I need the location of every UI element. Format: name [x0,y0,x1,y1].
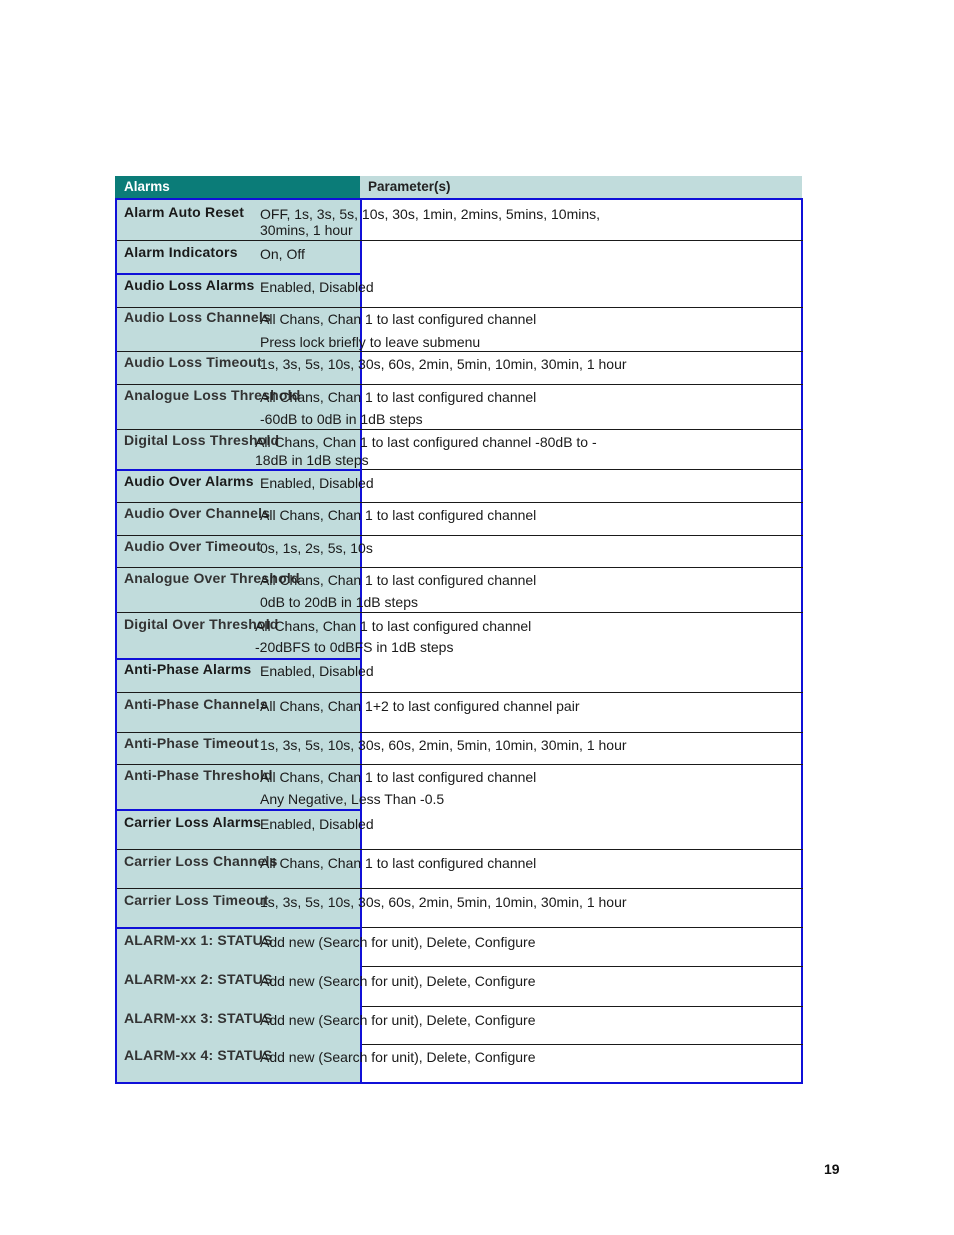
row-divider-left [117,429,362,430]
row-value: On, Off [260,246,305,262]
row-label: Audio Over Channels [124,505,271,521]
row-value: All Chans, Chan 1+2 to last configured channel pair [260,698,580,714]
header-alarms: Alarms [115,176,360,198]
row-divider-left [117,888,362,889]
table-body [115,198,803,1084]
row-divider-left [117,927,362,929]
row-label: Audio Over Timeout [124,538,262,554]
row-label: Anti-Phase Alarms [124,661,252,677]
row-divider-right [362,966,803,967]
row-divider-left [117,809,362,811]
row-divider-left [117,732,362,733]
row-label: ALARM-xx 4: STATUS [124,1047,273,1063]
row-value: Add new (Search for unit), Delete, Configure [260,1012,536,1028]
row-divider-right [362,849,803,850]
row-value: All Chans, Chan 1 to last configured channel [260,311,537,327]
row-divider-right [362,692,803,693]
row-label: Anti-Phase Threshold [124,767,273,783]
page-number: 19 [824,1161,840,1177]
row-value: All Chans, Chan 1 to last configured channel [260,572,537,588]
row-divider-left [117,764,362,765]
header-parameters: Parameter(s) [360,176,802,198]
row-label: Digital Loss Threshold [124,432,280,448]
row-divider-left [117,612,362,613]
row-value: 1s, 3s, 5s, 10s, 30s, 60s, 2min, 5min, 10min, 30min, 1 hour [260,737,627,753]
row-divider-right [362,888,803,889]
row-label: Analogue Over Threshold [124,570,300,586]
row-value: All Chans, Chan 1 to last configured channel -80dB to - [255,434,597,450]
row-value: All Chans, Chan 1 to last configured channel [255,618,532,634]
row-label: ALARM-xx 3: STATUS [124,1010,273,1026]
row-label: Audio Loss Alarms [124,277,255,293]
row-value: Add new (Search for unit), Delete, Configure [260,934,536,950]
row-divider-right [362,384,803,385]
row-divider-left [117,567,362,568]
row-label: ALARM-xx 1: STATUS [124,932,273,948]
row-divider-right [362,351,803,352]
row-value: Enabled, Disabled [260,663,374,679]
row-value: Enabled, Disabled [260,475,374,491]
row-value: All Chans, Chan 1 to last configured channel [260,507,537,523]
row-divider-left [117,384,362,385]
row-divider-right [362,469,803,470]
row-divider-left [117,351,362,352]
row-divider-right [362,502,803,503]
row-divider-right [362,1044,803,1045]
row-label: Audio Over Alarms [124,473,254,489]
row-value: 30mins, 1 hour [260,222,353,238]
row-divider-left [117,658,362,660]
row-value: 0s, 1s, 2s, 5s, 10s [260,540,373,556]
row-divider-left [117,535,362,536]
row-value: All Chans, Chan 1 to last configured channel [260,389,537,405]
row-label: ALARM-xx 2: STATUS [124,971,273,987]
row-divider-right [362,240,803,241]
row-divider-left [117,502,362,503]
row-value: Add new (Search for unit), Delete, Configure [260,973,536,989]
row-label: Digital Over Threshold [124,616,279,632]
row-value: 1s, 3s, 5s, 10s, 30s, 60s, 2min, 5min, 10min, 30min, 1 hour [260,894,627,910]
row-divider-right [362,535,803,536]
row-divider-right [362,429,803,430]
row-value: All Chans, Chan 1 to last configured channel [260,769,537,785]
row-label: Audio Loss Channels [124,309,271,325]
table-header [115,176,803,198]
row-value: Add new (Search for unit), Delete, Configure [260,1049,536,1065]
row-divider-right [362,732,803,733]
row-value: Enabled, Disabled [260,279,374,295]
row-value: Press lock briefly to leave submenu [260,334,481,350]
row-value: 0dB to 20dB in 1dB steps [260,594,418,610]
row-divider-left [117,307,362,308]
row-value: -60dB to 0dB in 1dB steps [260,411,423,427]
row-divider-right [362,612,803,613]
row-value: Enabled, Disabled [260,816,374,832]
row-divider-right [362,764,803,765]
row-label: Analogue Loss Threshold [124,387,301,403]
row-divider-left [117,469,362,471]
row-label: Alarm Indicators [124,244,238,260]
row-label: Anti-Phase Channels [124,696,268,712]
row-label: Anti-Phase Timeout [124,735,259,751]
alarms-table [115,176,803,1065]
row-value: Any Negative, Less Than -0.5 [260,791,445,807]
row-value: -20dBFS to 0dBFS in 1dB steps [255,639,454,655]
row-divider-right [362,927,803,928]
row-value: 18dB in 1dB steps [255,452,369,468]
row-divider-left [117,692,362,693]
row-value: 1s, 3s, 5s, 10s, 30s, 60s, 2min, 5min, 10min, 30min, 1 hour [260,356,627,372]
row-divider-right [362,1006,803,1007]
row-divider-right [362,307,803,308]
row-divider-left [117,240,362,241]
row-label: Carrier Loss Alarms [124,814,262,830]
row-value: OFF, 1s, 3s, 5s, 10s, 30s, 1min, 2mins, 5mins, 10mins, [260,206,601,222]
row-label: Carrier Loss Channels [124,853,278,869]
row-value: All Chans, Chan 1 to last configured channel [260,855,537,871]
row-label: Audio Loss Timeout [124,354,262,370]
row-label: Alarm Auto Reset [124,204,245,220]
row-divider-right [362,567,803,568]
row-label: Carrier Loss Timeout [124,892,269,908]
row-divider-left [117,273,362,275]
row-divider-left [117,849,362,850]
